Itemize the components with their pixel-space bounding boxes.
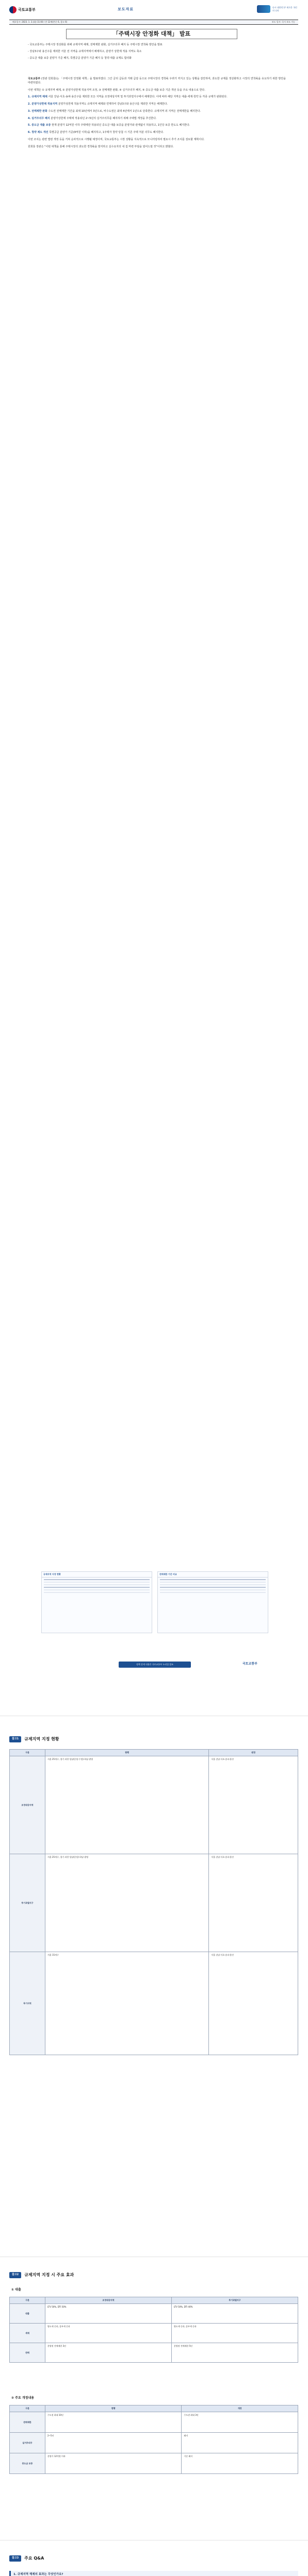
subsection-label: ② 주요 개정내용 [11, 2396, 35, 2400]
table-row [10, 2324, 298, 2343]
body-paragraph: 4. 실거주의무 폐지 분양가상한제 주택에 적용되던 2~5년의 실거주의무를 폐지하기 위해 주택법 개정을 추진한다. [28, 116, 157, 120]
table-cell: 수도권 최대 10년 [45, 2412, 182, 2433]
body-paragraph: 1. 규제지역 해제 서울 강남·서초·송파·용산구를 제외한 모든 지역을 조정대상지역 및 투기과열지구에서 해제한다. 이에 따라 해당 지역은 대출·세제·청약 등 각종 규제가 완화된다. [28, 95, 228, 99]
footer-logo: 국토교통부 [242, 1662, 257, 1666]
table-cell: 서울 15개구 [45, 1952, 209, 2055]
org-name: 국토교통부 [18, 7, 36, 12]
table-row [10, 1854, 298, 1952]
table-header: 구분 [10, 2297, 45, 2304]
section-tag: 참고3 [9, 2555, 21, 2562]
qa-question: 1. 규제지역 해제의 효과는 무엇인가요? [9, 2571, 298, 2576]
embargo-note: 보도 일시: 즉시 보도 가능 [271, 20, 295, 23]
row-label: 전매 [10, 2343, 45, 2363]
section-heading [9, 2555, 44, 2562]
row-label: 투기지역 [10, 1952, 45, 2055]
section-title: 주요 Q&A [24, 2556, 44, 2561]
table-header: 변경 [209, 1750, 298, 1756]
table-cell: 양도세 중과, 종부세 중과 [45, 2324, 172, 2343]
table-cell: LTV 50%, DTI 40% [172, 2304, 298, 2324]
table-row [10, 2412, 298, 2433]
table-cell: 서울 강남·서초·송파·용산 [209, 1952, 298, 2055]
table-cell: LTV 50%, DTI 50% [45, 2304, 172, 2324]
figure-card [157, 1571, 268, 1633]
row-label: 조정대상지역 [10, 1756, 45, 1854]
page-header [9, 4, 298, 22]
lead-line: - 국토교통부는 주택시장 정상화를 위해 규제지역 해제, 전매제한 완화, 실거주의무 폐지 등 주택시장 연착륙 방안을 발표 [28, 43, 163, 46]
body-paragraph: 이번 대책은 ① 규제지역 해제, ② 분양가상한제 적용지역 조정, ③ 전매제한 완화, ④ 실거주의무 폐지, ⑤ 중도금 대출 보증 기준 개선 등을 주요 내용으로 한다. [28, 88, 205, 92]
figure-title: 전매제한 기간 비교 [158, 1572, 268, 1578]
figure-line [44, 1584, 150, 1585]
table-row [10, 1756, 298, 1854]
table-row [10, 1952, 298, 2055]
figure-title: 규제지역 지정 현황 [42, 1572, 152, 1578]
figure-line [44, 1589, 150, 1590]
table-cell: 분양가 12억원 이하 [45, 2453, 182, 2474]
section-title: 규제지역 지정 시 주요 효과 [24, 2273, 74, 2277]
figure-line [44, 1579, 150, 1580]
table-cell: 2~5년 [45, 2433, 182, 2453]
release-meta-bar [9, 20, 298, 25]
subsection-label: ① 대출 [11, 2288, 21, 2292]
body-paragraph: 이번 조치는 관련 법령 개정 등을 거쳐 순차적으로 시행될 예정이며, 국토교통부는 시장 상황을 지속적으로 모니터링하여 필요시 추가 조치를 검토할 계획이다. [28, 138, 205, 141]
table-cell: 분양권 전매제한 5년 [172, 2343, 298, 2363]
figure-card [41, 1571, 152, 1633]
body-paragraph: 5. 중도금 대출 보증 현재 분양가 12억원 이하 주택에만 허용되던 중도금 대출 보증을 분양가와 관계없이 허용하고, 1인당 보증 한도도 폐지한다. [28, 124, 190, 127]
row-label: 중도금 보증 [10, 2453, 45, 2474]
lead-line: - 중도금 대출 보증 분양가 기준 폐지, 특별공급 분양가 기준 폐지 등 청약·대출 규제도 합리화 [28, 56, 132, 60]
info-banner[interactable]: 정책 상세 내용은 국토교통부 누리집 참조 [119, 1662, 191, 1668]
figure-line [160, 1589, 266, 1590]
body-paragraph: 원희룡 장관은 "이번 대책을 통해 주택시장의 과도한 경착륙을 방지하고 실수요자의 내 집 마련 부담을 덜어드릴 것"이라고 밝혔다. [28, 145, 174, 148]
qa-list [9, 2571, 298, 2576]
table-row [10, 2433, 298, 2453]
row-label: 실거주의무 [10, 2433, 45, 2453]
figure-line [160, 1592, 266, 1593]
table-header: 구분 [10, 1750, 45, 1756]
press-release-tag: 보도자료 [118, 7, 134, 11]
table-cell: 서울 25개구, 경기 과천·성남(분당)·하남·광명 [45, 1854, 209, 1952]
table-row [10, 2453, 298, 2474]
paragraph-head: 1. 규제지역 해제 [28, 95, 47, 99]
table-header: 조정대상지역 [45, 2297, 172, 2304]
table-cell: 서울 25개구, 경기 과천·성남(분당·수정)·하남·광명 [45, 1756, 209, 1854]
table-cell: 수도권 최대 3년 [182, 2412, 298, 2433]
table-cell: 기준 폐지 [182, 2453, 298, 2474]
table-header-row [10, 1750, 298, 1756]
paragraph-head: 5. 중도금 대출 보증 [28, 124, 51, 127]
slogan-text: 다시 대한민국! 새로운 국민의 나라 [272, 6, 297, 12]
paragraph-head: 6. 청약 제도 개선 [28, 131, 48, 134]
regulated-area-table [9, 1749, 298, 2055]
slogan-logo [257, 5, 298, 13]
body-paragraph: 국토교통부 (장관 원희룡)는 「주택시장 안정화 대책」을 발표하였다. 그간 금리 급등과 거래 급감 등으로 주택시장의 경착륙 우려가 커지고 있는 상황을 감안하여, 과도한 규제를 정상화하고 시장의 연착륙을 유도하기 위한 방안을 마련하였다. [28, 77, 286, 84]
row-label: 전매제한 [10, 2412, 45, 2433]
body-text [28, 77, 286, 152]
table-header: 투기과열지구 [172, 2297, 298, 2304]
amendment-table [9, 2405, 298, 2474]
section-tag: 참고1 [9, 1736, 21, 1742]
table-cell: 분양권 전매제한 3년 [45, 2343, 172, 2363]
table-header: 개정 [182, 2405, 298, 2412]
figure-line [44, 1592, 150, 1593]
figure-line [44, 1582, 150, 1583]
section-title: 규제지역 지정 현황 [24, 1737, 59, 1741]
paragraph-head: 국토교통부 [28, 77, 41, 80]
lead-line: - 강남3구와 용산구를 제외한 서울 전 지역을 규제지역에서 해제하고, 분양가 상한제 적용 지역도 축소 [28, 49, 142, 53]
figure-line [44, 1587, 150, 1588]
table-row [10, 2343, 298, 2363]
release-date: 배포일시: 2023. 1. 3.(화) 11:00 / 총 12매(본문 6, 참고 6) [12, 20, 68, 23]
figure-line [160, 1582, 266, 1583]
paragraph-head: 4. 실거주의무 폐지 [28, 116, 50, 120]
section-heading [9, 2272, 74, 2278]
figure-row [41, 1571, 268, 1633]
figure-line [160, 1587, 266, 1588]
slogan-mark-icon [257, 5, 270, 13]
section-tag: 참고2 [9, 2272, 21, 2278]
qa-item [9, 2571, 298, 2576]
table-header: 구분 [10, 2405, 45, 2412]
table-header-row [10, 2297, 298, 2304]
body-paragraph: 6. 청약 제도 개선 특별공급 분양가 기준(9억원 이하)을 폐지하고, 1주택자 청약 당첨 시 기존 주택 처분 의무도 폐지한다. [28, 131, 164, 134]
section-heading [9, 1736, 59, 1742]
figure-line [160, 1579, 266, 1580]
table-cell: 서울 강남·서초·송파·용산 [209, 1756, 298, 1854]
figure-line [160, 1584, 266, 1585]
page-title: 「주택시장 안정화 대책」 발표 [112, 30, 191, 38]
government-emblem-icon [9, 6, 17, 13]
title-box [66, 29, 237, 39]
row-label: 투기과열지구 [10, 1854, 45, 1952]
row-label: 세제 [10, 2324, 45, 2343]
table-header: 현행 [45, 2405, 182, 2412]
table-cell: 서울 강남·서초·송파·용산 [209, 1854, 298, 1952]
table-header: 현행 [45, 1750, 209, 1756]
body-paragraph: 2. 분양가상한제 적용지역 분양가상한제 적용지역도 규제지역 해제와 연계하여 강남3구와 용산구를 제외한 지역은 해제한다. [28, 103, 168, 106]
paragraph-head: 3. 전매제한 완화 [28, 109, 47, 113]
table-header-row [10, 2405, 298, 2412]
lead-summary [28, 43, 286, 63]
table-cell: 양도세 중과, 종부세 중과 [172, 2324, 298, 2343]
body-paragraph: 3. 전매제한 완화 수도권 전매제한 기간을 최대 10년에서 3년으로, 비수도권은 최대 4년에서 1년으로 단축한다. 규제지역 외 지역은 전매제한을 폐지한다. [28, 109, 201, 113]
paragraph-head: 2. 분양가상한제 적용지역 [28, 103, 58, 106]
row-label: 대출 [10, 2304, 45, 2324]
table-cell: 폐지 [182, 2433, 298, 2453]
table-row [10, 2304, 298, 2324]
effects-table [9, 2297, 298, 2363]
org-logo [9, 6, 36, 13]
